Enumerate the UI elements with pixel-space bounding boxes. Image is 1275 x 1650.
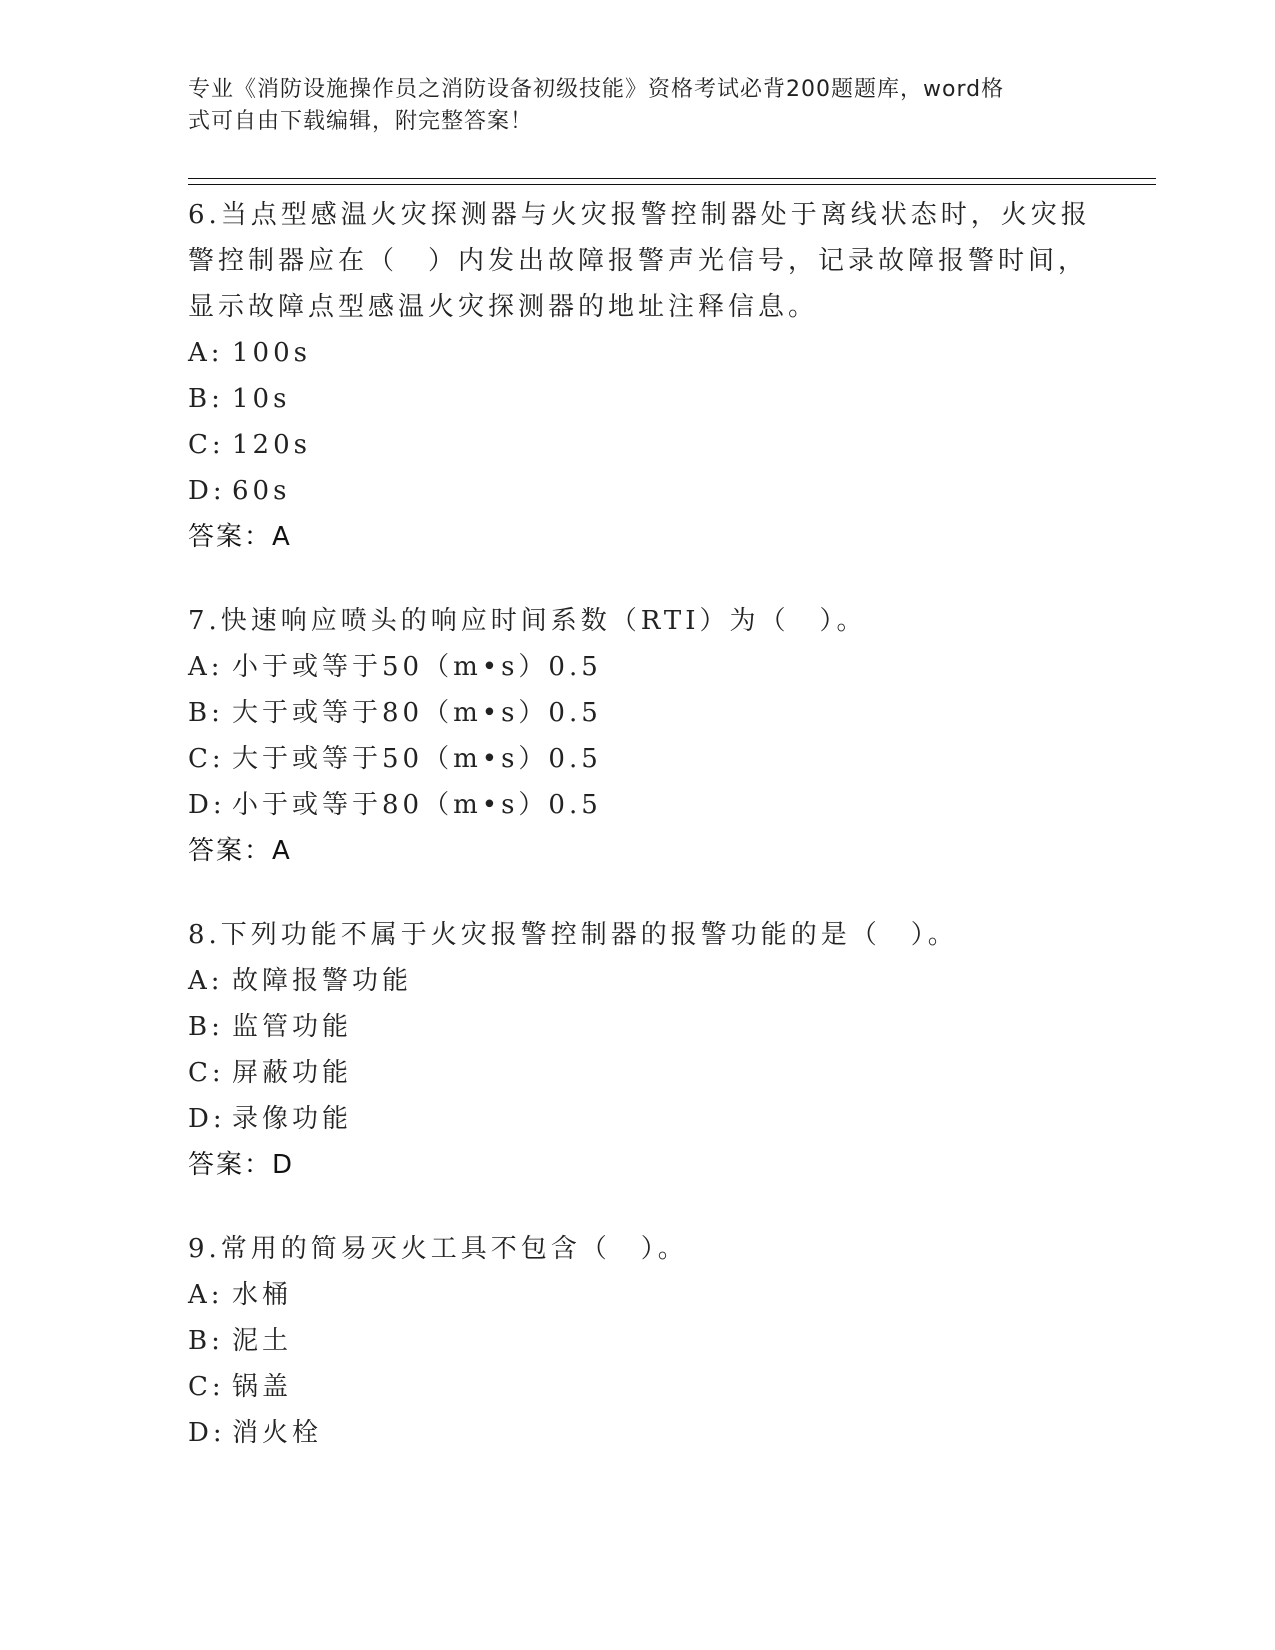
option-text: 小于或等于80（m•s）0.5 xyxy=(232,790,602,820)
option-row xyxy=(188,1096,1128,1142)
option-text: 消火栓 xyxy=(232,1418,323,1448)
option-row xyxy=(188,1050,1128,1096)
header-divider-top xyxy=(188,178,1156,179)
option-text: 100s xyxy=(232,338,311,368)
option-text: 120s xyxy=(232,430,311,460)
option-row xyxy=(188,468,1128,514)
option-row xyxy=(188,1364,1128,1410)
question-text-line: 警控制器应在（ ）内发出故障报警声光信号，记录故障报警时间， xyxy=(188,246,1089,276)
question-block xyxy=(188,912,1128,1188)
option-text: 锅盖 xyxy=(232,1372,293,1402)
option-text: 10s xyxy=(232,384,291,414)
option-key: B: xyxy=(188,1326,224,1356)
option-key: C: xyxy=(188,430,225,460)
question-block xyxy=(188,1226,1128,1456)
header-divider-bottom xyxy=(188,184,1156,185)
option-row xyxy=(188,376,1128,422)
option-text: 大于或等于80（m•s）0.5 xyxy=(232,698,602,728)
option-text: 大于或等于50（m•s）0.5 xyxy=(232,744,602,774)
option-text: 录像功能 xyxy=(232,1104,353,1134)
option-text: 监管功能 xyxy=(232,1012,353,1042)
question-list xyxy=(188,192,1128,1494)
option-row xyxy=(188,782,1128,828)
option-key: C: xyxy=(188,1058,225,1088)
answer-line: 答案：A xyxy=(188,836,292,866)
question-block xyxy=(188,192,1128,560)
option-row xyxy=(188,1004,1128,1050)
option-key: B: xyxy=(188,1012,224,1042)
answer-line: 答案：D xyxy=(188,1150,295,1180)
option-text: 水桶 xyxy=(232,1280,293,1310)
option-text: 小于或等于50（m•s）0.5 xyxy=(232,652,602,682)
option-text: 泥土 xyxy=(232,1326,293,1356)
option-text: 故障报警功能 xyxy=(232,966,413,996)
option-key: D: xyxy=(188,476,226,506)
question-text-line: 6.当点型感温火灾探测器与火灾报警控制器处于离线状态时，火灾报 xyxy=(188,200,1091,230)
option-key: C: xyxy=(188,744,225,774)
option-row xyxy=(188,1272,1128,1318)
option-key: D: xyxy=(188,1418,226,1448)
question-text-line: 7.快速响应喷头的响应时间系数（RTI）为（ ）。 xyxy=(188,606,867,636)
answer-line: 答案：A xyxy=(188,522,292,552)
option-text: 屏蔽功能 xyxy=(232,1058,353,1088)
option-text: 60s xyxy=(232,476,291,506)
question-block xyxy=(188,598,1128,874)
document-header xyxy=(188,74,1068,138)
option-key: B: xyxy=(188,384,224,414)
option-row xyxy=(188,644,1128,690)
option-row xyxy=(188,1318,1128,1364)
option-row xyxy=(188,330,1128,376)
question-text-line: 8.下列功能不属于火灾报警控制器的报警功能的是（ ）。 xyxy=(188,920,958,950)
option-key: A: xyxy=(188,1280,224,1310)
option-key: D: xyxy=(188,790,226,820)
option-row xyxy=(188,690,1128,736)
option-row xyxy=(188,1410,1128,1456)
option-key: C: xyxy=(188,1372,225,1402)
option-key: A: xyxy=(188,338,224,368)
option-row xyxy=(188,958,1128,1004)
option-key: D: xyxy=(188,1104,226,1134)
question-text-line: 显示故障点型感温火灾探测器的地址注释信息。 xyxy=(188,292,819,322)
option-row xyxy=(188,736,1128,782)
option-key: B: xyxy=(188,698,224,728)
question-text-line: 9.常用的简易灭火工具不包含（ ）。 xyxy=(188,1234,688,1264)
header-line-1: 专业《消防设施操作员之消防设备初级技能》资格考试必背200题题库，word格 xyxy=(188,77,1005,102)
option-key: A: xyxy=(188,966,224,996)
option-row xyxy=(188,422,1128,468)
header-line-2: 式可自由下载编辑，附完整答案！ xyxy=(188,109,534,134)
option-key: A: xyxy=(188,652,224,682)
